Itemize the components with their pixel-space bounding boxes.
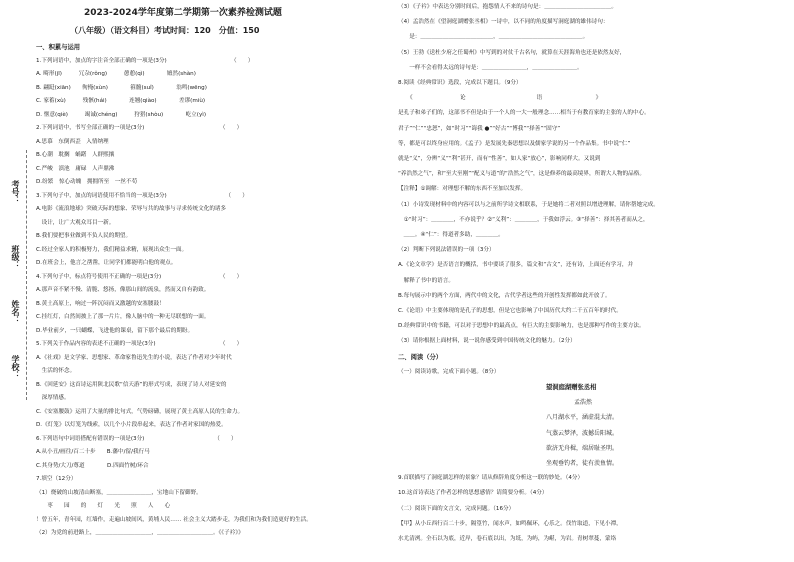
left-lines-5: D. 惬意(qiè) 竭诚(chéng) 狩猎(shòu) 屹立(yì) xyxy=(36,111,207,118)
right-lines-20: C.《论语》中主要体现的是孔子的思想，但是它也影响了中国历代大约二千五百年的时代。 xyxy=(398,308,622,314)
right-lines-12: 【注释】①调解：对理想不解的东西不至加以发挥。 xyxy=(398,186,527,193)
right-lines-24: （一）阅读诗歌，完成下面小题。（8分） xyxy=(398,368,500,375)
left-lines-31: C.其身势/大刀/尊道 D.四面竹树/环合 xyxy=(36,462,149,469)
left-lines-3: B. 翩跹(xiān) 徇掩(xùn) 箍髓(suǐ) 翁鸣(wēng) xyxy=(36,84,207,91)
right-lines-16: （2）判断下列说法错误的一项（3分） xyxy=(398,247,495,254)
exam-title: 2023-2024学年度第二学期第一次素养检测试题 xyxy=(84,8,282,18)
left-lines-0: 一、积累与运用 xyxy=(36,44,81,51)
name-label: 姓名： xyxy=(11,300,20,324)
left-lines-27: C.《安塞腰鼓》运用了大量的排比句式，气势磅礴，展现了黄土高原人民的生命力。 xyxy=(36,408,244,415)
left-lines-26: 深厚情感。 xyxy=(36,395,70,401)
right-lines-3: （5）王勃《送杜少府之任蜀州》中写到的对仗千古名句，就算在天涯海角也还是依然友好， xyxy=(398,49,626,56)
right-lines-30: 坐观垂钓者，徒有羡鱼情。 xyxy=(546,460,619,467)
right-lines-1: （4）孟浩然在《望洞庭湖赠张丞相》一诗中，以不同的角度描写洞庭湖的雄伟诗句： xyxy=(398,19,609,26)
right-lines-7: 是孔子和弟子们的，这部书不但是由于一个人的一大一般理念……相当于有教育家的主张的人的中心。 xyxy=(398,110,650,117)
left-lines-14: B.我们要把事业做到不负人民的期望。 xyxy=(36,233,132,239)
exam-number-label: 考号： xyxy=(11,180,20,204)
right-lines-6: 《 论 语 》 xyxy=(398,95,602,102)
left-lines-28: D.《灯笼》以灯笼为线索，以几个小片段串起来，表达了作者对家国的热爱。 xyxy=(36,422,227,428)
school-label: 学校： xyxy=(11,355,20,379)
left-lines-21: D.毕业前夕，一只蝴蝶，飞进他的课桌，留下那个最后的期盼。 xyxy=(36,327,194,334)
left-lines-12: A.电影《流浪地球》突破天际的想象、荣辱与共的故事与寻求传统文化的诸多 xyxy=(36,206,227,212)
right-lines-25: 望洞庭湖赠张丞相 xyxy=(546,384,597,391)
right-lines-34: 【甲】从小丘西行百二十步，隔篁竹，闻水声，如鸣佩环，心乐之。伐竹取道，下见小潭， xyxy=(398,520,622,527)
left-column xyxy=(34,0,391,562)
right-lines-26: 孟浩然 xyxy=(574,399,593,407)
right-lines-17: A.《论文章学》是否语言的概括，书中要谈了很多，篇文和“古文”，还有诗，上面还有学习，并 xyxy=(398,262,634,269)
left-lines-9: C.严峻 滇池 庸碌 人声鼎沸 xyxy=(36,165,115,172)
right-lines-33: （二）阅读下面的文言文，完成问题。（16分） xyxy=(398,505,515,512)
left-lines-6: 2.下列词语中，书写全部正确的一项是(3分) （ ） xyxy=(36,125,243,131)
right-column xyxy=(396,0,788,562)
left-lines-7: A.思慕 东倒西歪 入情纳理 xyxy=(36,138,109,145)
left-lines-24: 生活的怀念。 xyxy=(36,368,76,374)
left-lines-15: C.经过全家人的积极努力，我们精益求精，展现出众生一面。 xyxy=(36,246,188,253)
left-lines-20: C.挂红灯，白然间披上了那一片片，像人脑中的一种无尽联想的一面。 xyxy=(36,314,210,320)
right-lines-31: 9.首联描写了洞庭湖怎样的景象？请从修辞角度分析这一联的妙处。（4分） xyxy=(398,475,584,482)
right-lines-19: B.每句展示中的两个方面，两代中的文化，古代学者这些的开创性发挥都如此开放了。 xyxy=(398,292,611,299)
right-lines-15: ＿＿。④“仁”：得道者多助，＿＿＿＿。 xyxy=(398,232,504,238)
right-lines-32: 10.这首诗表达了作者怎样的思想感情？请简要分析。（4分） xyxy=(398,490,548,497)
left-lines-34: 枣 园 的 灯 光 照 人 心 xyxy=(36,503,171,509)
left-lines-22: 5.下列关于作品内容的表述不正确的一项是(3分) （ ） xyxy=(36,341,243,347)
left-lines-35: ！曾五年，青年园，红墙作，走遍山坡间风，黄埔人民…… 社会主义大踏步走，为我们和为我们造更好的生活。 xyxy=(36,516,312,523)
left-lines-32: 7.填空（12分） xyxy=(36,476,77,482)
right-lines-5: 8.阅读《经典常识》选段，完成以下题目。（9分） xyxy=(398,80,522,86)
left-lines-36: （2）为党的前进路上，＿＿＿＿＿＿＿＿＿＿，＿＿＿＿＿＿＿＿＿＿。《《子衿》》 xyxy=(36,530,244,536)
right-lines-10: 就是“义”，分辨“义”“利”甚开，而有“性善”，如人家“放心”，影响同样大。又说到 xyxy=(398,156,601,162)
left-lines-13: 设计，让广大观众耳目一新。 xyxy=(36,219,115,226)
left-lines-4: C. 家蓄(xù) 残骸(hái) 连翘(qiào) 差谬(miù) xyxy=(36,98,206,104)
left-lines-33: （1）烧破的山坡清山断塞，＿＿＿＿＿＿＿＿，宝地山下留御野。 xyxy=(36,489,202,496)
right-lines-21: D.经典常识中的书籍，可以对于思想中的最高点，有巨大的主要影响力，也是那种写作的主要方法。 xyxy=(398,323,645,330)
right-lines-27: 八月湖水平，涵虚混太清。 xyxy=(546,414,619,422)
binding-line xyxy=(26,150,27,400)
right-lines-28: 气蒸云梦泽，波撼岳阳城。 xyxy=(546,429,619,437)
right-lines-18: 解释了书中的语言。 xyxy=(398,277,454,284)
right-lines-8: 君子”“仁”“忠恕”，如“时习”“诲我 ●”“好古”“博我”“择善”“固守” xyxy=(398,125,561,132)
right-lines-14: ①“时习”：＿＿＿＿，不亦说乎？②“义利”：＿＿＿＿，于我如浮云。③“择善”：择其善者而从之， xyxy=(398,216,649,223)
left-lines-17: 4.下列句子中，标点符号使用不正确的一项是(3分) （ ） xyxy=(36,273,243,280)
left-lines-18: A.那声音不紧不慢、清脆、悠扬，像那山间的流泉，然而又自有韵致。 xyxy=(36,287,210,293)
right-lines-4: 一样不会看得太远的诗句是：＿＿＿＿＿＿＿＿，＿＿＿＿＿＿＿＿。 xyxy=(398,64,583,71)
right-lines-35: 水尤清冽。全石以为底，近岸，卷石底以出，为坻，为屿，为嵁，为岩。青树翠蔓，蒙络 xyxy=(398,536,617,542)
left-lines-10: D.纷繁 惊心动魄 拥拥所至 一丝不苟 xyxy=(36,179,138,185)
left-lines-1: 1.下列词语中，加点的字注音全部正确的一项是(3分) （ ） xyxy=(36,57,254,64)
student-info-margin xyxy=(0,150,34,400)
left-lines-8: B.心潮 耽搁 蛹躇 人群熙攘 xyxy=(36,152,115,158)
right-lines-0: （3）《子衿》中表达分别时间后，抱怨情人不来的诗句是：＿＿＿＿＿＿＿＿＿＿＿＿。 xyxy=(398,4,617,10)
right-lines-22: （3）请你根据上面材料，说一说你感受到中国传统文化的魅力。（2分） xyxy=(398,338,576,345)
class-label: 班级： xyxy=(11,245,20,269)
left-lines-25: B.《回延安》这首诗运用陕北民歌“信天游”的形式写成，表现了诗人对延安的 xyxy=(36,381,227,388)
right-lines-13: （1）小诗发现材料中的内容可以与之前所学诗文相联系，于是她将二者对照以增进理解，请你帮她完成。 xyxy=(398,201,659,208)
right-lines-2: 是：＿＿＿＿＿＿＿＿＿＿＿＿＿，＿＿＿＿＿＿＿＿＿＿＿＿＿＿＿。 xyxy=(398,34,589,41)
left-lines-11: 3.下列句子中，加点的词语使用不恰当的一项是(3分) （ ） xyxy=(36,192,248,199)
left-lines-29: 6.下列语句中词语搭配有错误的一项是(3分) （ ） xyxy=(36,435,237,442)
left-lines-16: D.在班会上，他言之凿凿，让同学们都能明白他的观点。 xyxy=(36,260,177,266)
left-lines-19: B.黄土高原上，响过一阵沉闷而又激越的安塞腰鼓！ xyxy=(36,300,165,307)
exam-subtitle: （八年级）（语文科目）考试时间：120 分值：150 xyxy=(70,26,260,35)
right-lines-11: “养浩然之气”，和“至大至刚”“配义与道”的“浩然之气”，这是修养的最高境界，所谓大人物的品格。 xyxy=(398,171,645,178)
left-lines-23: A.《社戏》是文学家、思想家、革命家鲁迅先生的小说，表达了作者对少年时代 xyxy=(36,354,232,361)
left-lines-2: A. 畸形(jī) 冗杂(rǒng) 憩憩(qì) 嬗然(shàn) xyxy=(36,71,196,77)
right-lines-23: 二、阅读（分） xyxy=(398,353,443,361)
left-lines-30: A.从小丑/画往/百二十步 B.藩中/留/我行马 xyxy=(36,449,150,455)
right-lines-29: 欲济无舟楫，端居耻圣明。 xyxy=(546,444,619,452)
right-lines-9: 等，都是可以终身应用的。《孟子》是发展先秦思想以及儒家学说的另一个作品集。书中说“仁” xyxy=(398,140,631,147)
